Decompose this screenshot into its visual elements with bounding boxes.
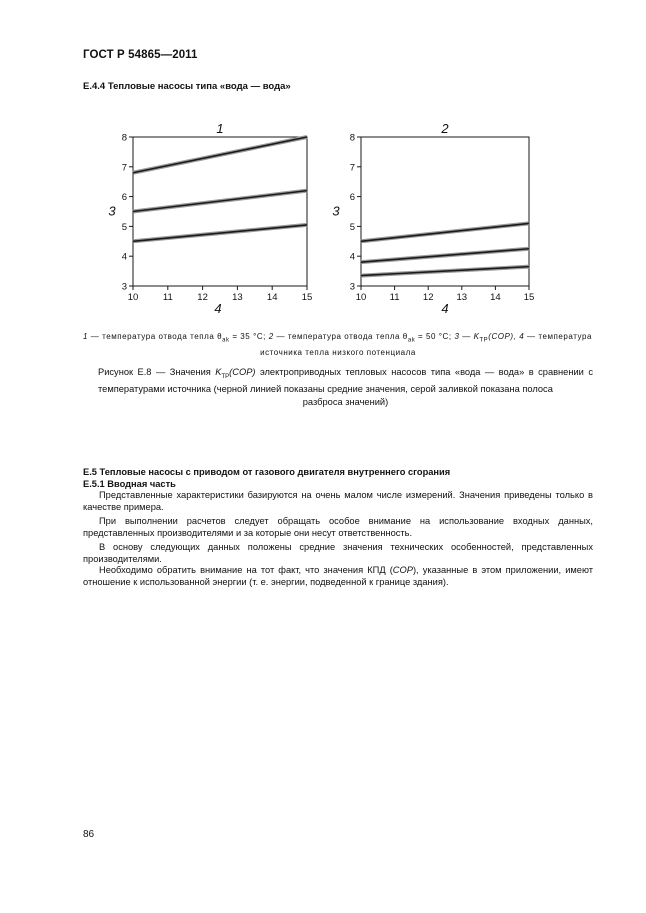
- legend-item4-text-b: источника тепла низкого потенциала: [260, 347, 416, 357]
- paragraph-1: Представленные характеристики базируются на очень малом числе измерений. Значения приведены только в качестве примера.: [83, 490, 593, 512]
- x-tick-label: 13: [456, 292, 468, 303]
- chart-panel-1: [108, 121, 312, 316]
- x-tick-label: 12: [197, 292, 208, 303]
- legend-num-2: 2: [268, 332, 274, 341]
- caption-line1-rest: электроприводных тепловых насосов типа «вода — вода» в сравнении с: [259, 367, 593, 377]
- x-tick-label: 10: [127, 292, 139, 303]
- section-title-e5: Е.5 Тепловые насосы с приводом от газового двигателя внутреннего сгорания: [83, 467, 451, 477]
- caption-line2: температурами источника (черной линией показаны средние значения, серой заливкой показана полоса: [98, 384, 553, 395]
- y-axis-label: 3: [108, 203, 116, 219]
- x-tick-label: 11: [389, 292, 400, 303]
- legend-item3-cop: (COP),: [488, 332, 517, 341]
- x-tick-label: 11: [162, 292, 173, 303]
- x-axis-label: 4: [441, 301, 449, 316]
- legend-dash: —: [462, 332, 471, 341]
- caption-sub: TP: [221, 373, 230, 380]
- figure-e8: [0, 0, 646, 330]
- plot-frame: [361, 137, 529, 286]
- paragraph-3: В основу следующих данных положены средние значения технических особенностей, представленных производителями.: [83, 542, 593, 564]
- paragraph-4: [83, 565, 593, 588]
- y-axis-label: 3: [332, 203, 340, 219]
- paragraph-4-b: ), указанные в этом приложении, имеют отношение к использованной энергии (т. е. энергии, подведенной к границе здания).: [83, 565, 593, 587]
- legend-num-3: 3: [454, 332, 460, 341]
- legend-item2-text: температура отвода тепла θ: [287, 332, 408, 341]
- y-tick-label: 4: [349, 251, 355, 263]
- y-tick-label: 7: [121, 162, 127, 174]
- legend-item1-sub: ak: [222, 337, 230, 344]
- y-tick-label: 6: [121, 192, 127, 204]
- caption-prefix: Рисунок Е.8 — Значения: [98, 367, 211, 377]
- series-middle-line: [133, 191, 307, 212]
- y-tick-label: 5: [121, 221, 127, 233]
- y-tick-label: 8: [121, 132, 127, 144]
- y-tick-label: 6: [349, 192, 355, 204]
- document-header: ГОСТ Р 54865—2011: [83, 49, 198, 61]
- x-tick-label: 13: [232, 292, 243, 303]
- legend-item2-sub: ak: [407, 337, 416, 344]
- series-lower-line: [361, 267, 529, 276]
- chart-panel-2: [332, 121, 534, 316]
- figure-legend: [83, 331, 593, 359]
- x-tick-label: 10: [355, 292, 367, 303]
- y-tick-label: 5: [349, 221, 355, 233]
- plot-frame: [133, 137, 307, 286]
- x-axis-label: 4: [214, 301, 222, 316]
- panel-label: 2: [441, 121, 449, 136]
- page-number: 86: [83, 829, 95, 840]
- legend-item1-value: = 35 °C;: [232, 332, 266, 341]
- x-tick-label: 15: [301, 292, 313, 303]
- paragraph-4-a: Необходимо обратить внимание на тот факт, что значения КПД (: [99, 565, 393, 575]
- figure-caption: [98, 366, 593, 408]
- series-lower-line: [133, 225, 307, 241]
- legend-item3-k: K: [473, 332, 480, 341]
- legend-dash: —: [90, 332, 100, 341]
- series-middle-line: [361, 249, 529, 262]
- legend-item1-text: температура отвода тепла θ: [102, 332, 223, 341]
- legend-item2-value: = 50 °C;: [418, 332, 452, 341]
- caption-line3: разброса значений): [302, 396, 389, 407]
- y-tick-label: 4: [121, 251, 127, 263]
- legend-num-4: 4: [519, 332, 525, 341]
- y-tick-label: 3: [121, 281, 127, 293]
- legend-item4-text-a: температура: [538, 332, 592, 341]
- section-title-e51: Е.5.1 Вводная часть: [83, 479, 176, 489]
- x-tick-label: 15: [523, 292, 535, 303]
- y-tick-label: 8: [349, 132, 355, 144]
- y-tick-label: 7: [349, 162, 355, 174]
- x-tick-label: 14: [266, 292, 278, 303]
- series-upper-line: [361, 223, 529, 241]
- paragraph-4-cop: COP: [392, 565, 413, 575]
- x-tick-label: 12: [422, 292, 434, 303]
- legend-dash: —: [276, 332, 286, 341]
- legend-dash: —: [526, 332, 536, 341]
- caption-k: K: [215, 367, 222, 377]
- panel-label: 1: [216, 121, 224, 136]
- series-upper-line: [133, 137, 307, 173]
- y-tick-label: 3: [349, 281, 355, 293]
- section-title-e44: Е.4.4 Тепловые насосы типа «вода — вода»: [83, 81, 291, 92]
- x-tick-label: 14: [490, 292, 501, 303]
- caption-cop: (COP): [229, 367, 256, 377]
- legend-num-1: 1: [83, 332, 88, 341]
- paragraph-2: При выполнении расчетов следует обращать особое внимание на использование входных данных, представленных производителями и за которые они несут ответственность.: [83, 516, 593, 538]
- legend-item3-sub: TP: [479, 337, 489, 344]
